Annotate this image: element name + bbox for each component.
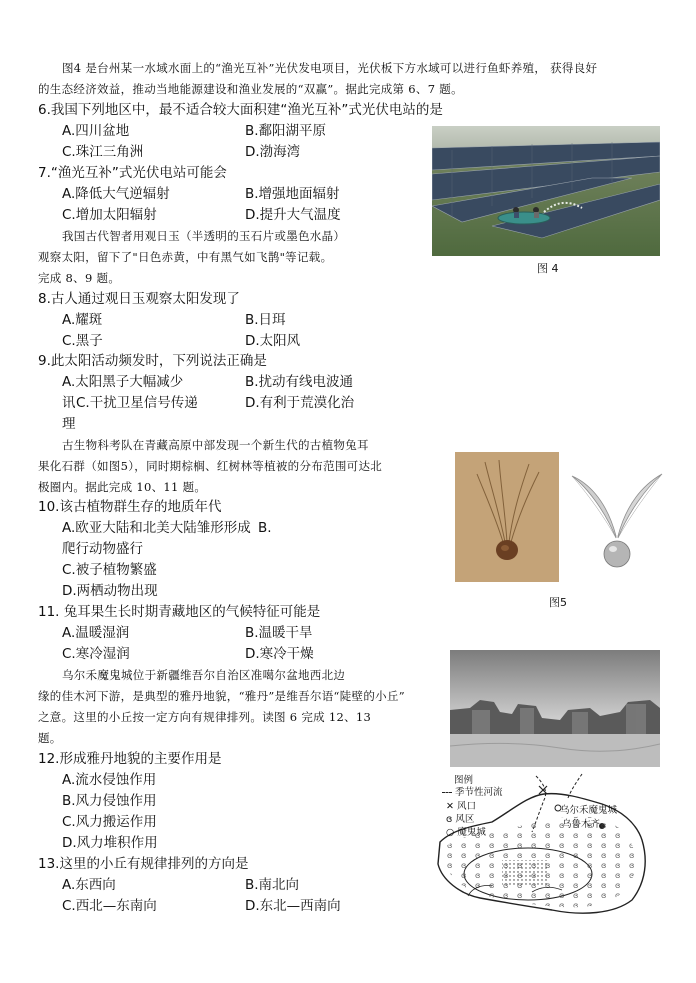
q9-stem: 9.此太阳活动频发时，下列说法正确是 <box>38 353 267 369</box>
intro-10-11-line1: 古生物科考队在青藏高原中部发现一个新生代的古植物兔耳 <box>62 438 369 452</box>
q6-option-c[interactable]: C.珠江三角洲 <box>62 144 144 160</box>
intro-10-11-line3: 极圈内。据此完成 10、11 题。 <box>38 480 207 494</box>
map-legend-city <box>446 824 486 838</box>
q13-option-c[interactable]: C.西北—东南向 <box>62 898 157 914</box>
q8-option-b[interactable]: B.日珥 <box>245 312 286 328</box>
q7-option-c[interactable]: C.增加太阳辐射 <box>62 207 157 223</box>
q7-stem: 7.“渔光互补”式光伏电站可能会 <box>38 165 227 181</box>
intro-6-7-line2: 的生态经济效益，推动当地能源建设和渔业发展的“双赢”。据此完成第 6、7 题。 <box>38 82 463 96</box>
q8-option-a[interactable]: A.耀斑 <box>62 312 103 328</box>
map-legend-title: 图例 <box>454 775 474 786</box>
map-legend-pass-label: 风口 <box>457 801 477 812</box>
q11-option-b[interactable]: B.温暖干旱 <box>245 625 313 641</box>
fig5-fossil-photo <box>455 452 559 582</box>
intro-12-13-line1: 乌尔禾魔鬼城位于新疆维吾尔自治区准噶尔盆地西北边 <box>62 668 346 682</box>
q11-stem: 11. 兔耳果生长时期青藏地区的气候特征可能是 <box>38 604 321 620</box>
q10-option-c[interactable]: C.被子植物繁盛 <box>62 562 157 578</box>
q6-option-d[interactable]: D.渤海湾 <box>245 144 301 160</box>
q11-option-d[interactable]: D.寒冷干燥 <box>245 646 314 662</box>
intro-12-13-line4: 题。 <box>38 731 62 745</box>
fig5-caption: 图5 <box>549 596 567 609</box>
q12-option-a[interactable]: A.流水侵蚀作用 <box>62 772 157 788</box>
q10-option-b-cont: 爬行动物盛行 <box>62 541 143 557</box>
q13-stem: 13.这里的小丘有规律排列的方向是 <box>38 856 249 872</box>
q13-option-d[interactable]: D.东北—西南向 <box>245 898 341 914</box>
intro-12-13-line3: 之意。这里的小丘按一定方向有规律排列。读图 6 完成 12、13 <box>38 710 372 724</box>
q8-option-c[interactable]: C.黑子 <box>62 333 103 349</box>
intro-8-9-line2: 观察太阳，留下了"日色赤黄，中有黑气如飞鹊"等记载。 <box>38 250 333 264</box>
q8-stem: 8.古人通过观日玉观察太阳发现了 <box>38 291 240 307</box>
intro-6-7-line1: 图4 是台州某一水域水面上的“渔光互补”光伏发电项目，光伏板下方水域可以进行鱼虾养殖， 获得良好 <box>62 61 598 75</box>
map-legend-river <box>442 784 503 798</box>
fig6-map <box>432 770 668 920</box>
q6-option-b[interactable]: B.鄱阳湖平原 <box>245 123 327 139</box>
intro-12-13-line2: 缘的佳木河下游，是典型的雅丹地貌，“雅丹”是维吾尔语“陡壁的小丘” <box>38 689 405 703</box>
intro-10-11-line2: 果化石群（如图5），同时期棕榈、红树林等植被的分布范围可达北 <box>38 459 383 473</box>
fig6-yardang-photo <box>450 650 660 767</box>
seasonal-river-icon <box>442 792 452 793</box>
yardang-city-icon: ○ <box>446 827 455 838</box>
q12-option-c[interactable]: C.风力搬运作用 <box>62 814 157 830</box>
q7-option-d[interactable]: D.提升大气温度 <box>245 207 341 223</box>
q10-option-b[interactable]: B. <box>258 520 272 536</box>
wind-pass-icon: ✕ <box>446 801 454 812</box>
fig5-specimen-illustration <box>566 458 666 578</box>
fig4-solar-fishery-photo <box>432 126 660 256</box>
map-label-wuerhe-city: 乌尔禾魔鬼城 <box>560 805 618 816</box>
map-legend-city-label: 魔鬼城 <box>457 827 486 838</box>
q9-option-a[interactable]: A.太阳黑子大幅减少 <box>62 374 184 390</box>
q9-option-c[interactable]: C.干扰卫星信号传递 <box>76 395 198 411</box>
q6-option-a[interactable]: A.四川盆地 <box>62 123 130 139</box>
map-legend-pass <box>446 798 476 812</box>
wind-zone-icon: ɞ <box>446 814 453 825</box>
q7-option-b[interactable]: B.增强地面辐射 <box>245 186 340 202</box>
q6-stem: 6.我国下列地区中，最不适合较大面积建“渔光互补”式光伏电站的是 <box>38 102 443 118</box>
q12-option-b[interactable]: B.风力侵蚀作用 <box>62 793 157 809</box>
q11-option-a[interactable]: A.温暖湿润 <box>62 625 130 641</box>
q9-option-d[interactable]: D.有利于荒漠化治 <box>245 395 355 411</box>
q13-option-b[interactable]: B.南北向 <box>245 877 300 893</box>
map-legend-wind <box>446 811 474 825</box>
map-label-urumqi: 乌鲁木齐 <box>562 819 601 830</box>
q10-option-d[interactable]: D.两栖动物出现 <box>62 583 158 599</box>
q9-option-d-cont: 理 <box>62 416 76 432</box>
q13-option-a[interactable]: A.东西向 <box>62 877 116 893</box>
q10-option-a[interactable]: A.欧亚大陆和北美大陆雏形形成 <box>62 520 251 536</box>
q9-option-b-cont: 讯 <box>62 395 76 411</box>
intro-8-9-line1: 我国古代智者用观日玉（半透明的玉石片或墨色水晶） <box>62 229 346 243</box>
q9-option-b[interactable]: B.扰动有线电波通 <box>245 374 354 390</box>
q12-stem: 12.形成雅丹地貌的主要作用是 <box>38 751 222 767</box>
map-legend-river-label: 季节性河流 <box>455 787 503 798</box>
map-legend-wind-label: 风区 <box>455 814 475 825</box>
q12-option-d[interactable]: D.风力堆积作用 <box>62 835 158 851</box>
intro-8-9-line3: 完成 8、9 题。 <box>38 271 121 285</box>
q8-option-d[interactable]: D.太阳风 <box>245 333 301 349</box>
q7-option-a[interactable]: A.降低大气逆辐射 <box>62 186 170 202</box>
q11-option-c[interactable]: C.寒冷湿润 <box>62 646 130 662</box>
fig4-caption: 图 4 <box>537 262 559 275</box>
q10-stem: 10.该古植物群生存的地质年代 <box>38 499 222 515</box>
